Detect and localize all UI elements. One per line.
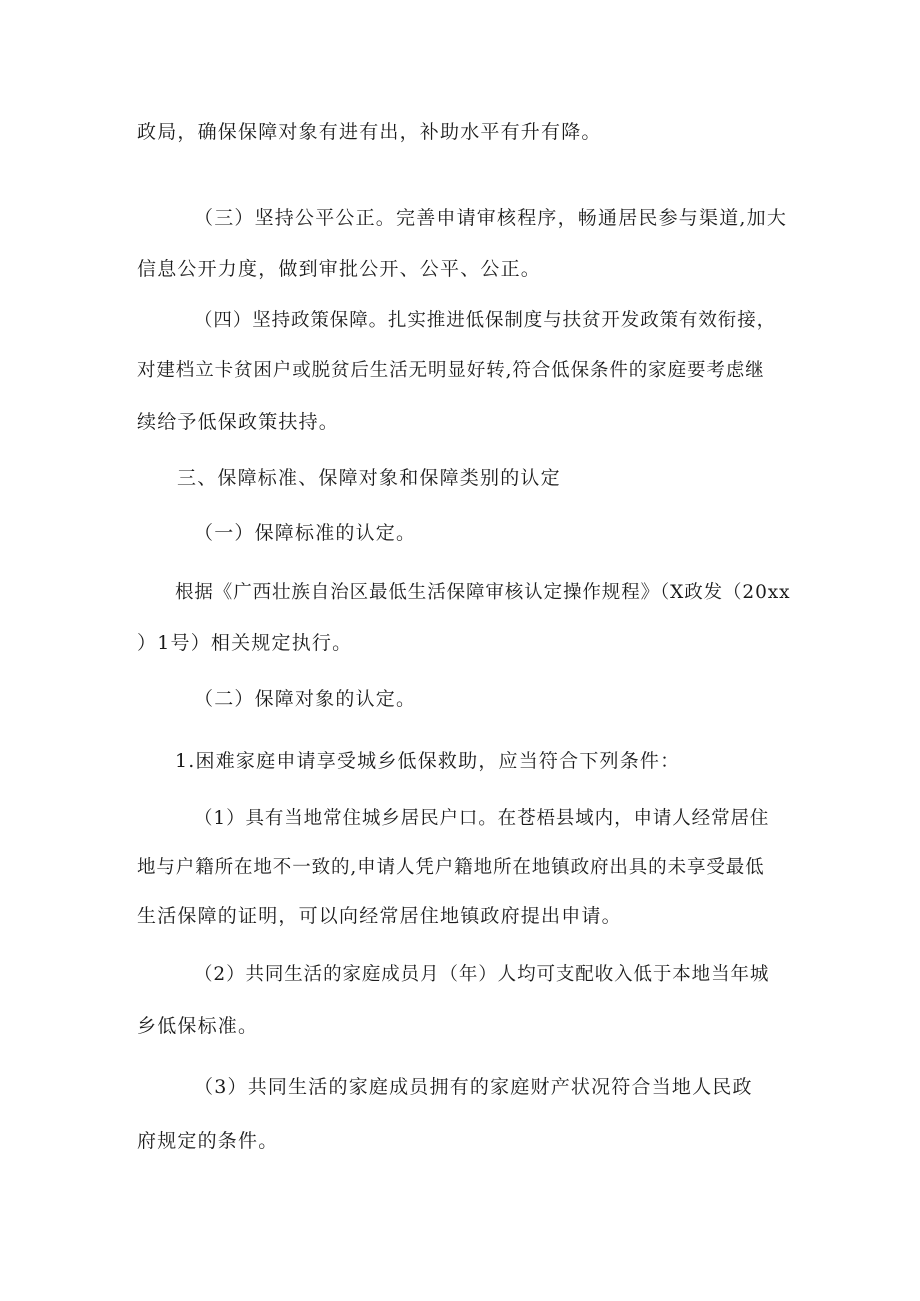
text-line: 政局，确保保障对象有进有出，补助水平有升有降。: [137, 121, 602, 143]
section-heading: 三、保障标准、保障对象和保障类别的认定: [177, 467, 561, 489]
text-line: 对建档立卡贫困户或脱贫后生活无明显好转,符合低保条件的家庭要考虑继: [137, 360, 765, 381]
subsection-heading: （二）保障对象的认定。: [194, 688, 417, 710]
text-line: 续给予低保政策扶持。: [137, 411, 340, 433]
text-line: （1）具有当地常住城乡居民户口。在苍梧县域内，申请人经常居住: [194, 808, 770, 829]
text-line: （2）共同生活的家庭成员月（年）人均可支配收入低于本地当年城: [194, 964, 770, 985]
text-line: （三）坚持公平公正。完善申请审核程序，畅通居民参与渠道,加大: [194, 207, 788, 229]
text-line: ）1号）相关规定执行。: [137, 632, 353, 654]
text-line: 生活保障的证明，可以向经常居住地镇政府提出申请。: [137, 905, 622, 927]
text-line: 信息公开力度，做到审批公开、公平、公正。: [137, 258, 542, 280]
text-line: （3）共同生活的家庭成员拥有的家庭财产状况符合当地人民政: [194, 1076, 753, 1098]
text-line: 地与户籍所在地不一致的,申请人凭户籍地所在地镇政府出具的未享受最低: [137, 857, 765, 878]
text-line: 府规定的条件。: [137, 1130, 279, 1152]
text-line: （四）坚持政策保障。扎实推进低保制度与扶贫开发政策有效衔接，: [194, 310, 777, 331]
subsection-heading: （一）保障标准的认定。: [194, 522, 417, 544]
text-line: 根据《广西壮族自治区最低生活保障审核认定操作规程》（X政发（20xx: [175, 582, 791, 603]
text-line: 乡低保标准。: [137, 1015, 259, 1037]
text-line: 1.困难家庭申请享受城乡低保救助，应当符合下列条件：: [175, 750, 681, 772]
